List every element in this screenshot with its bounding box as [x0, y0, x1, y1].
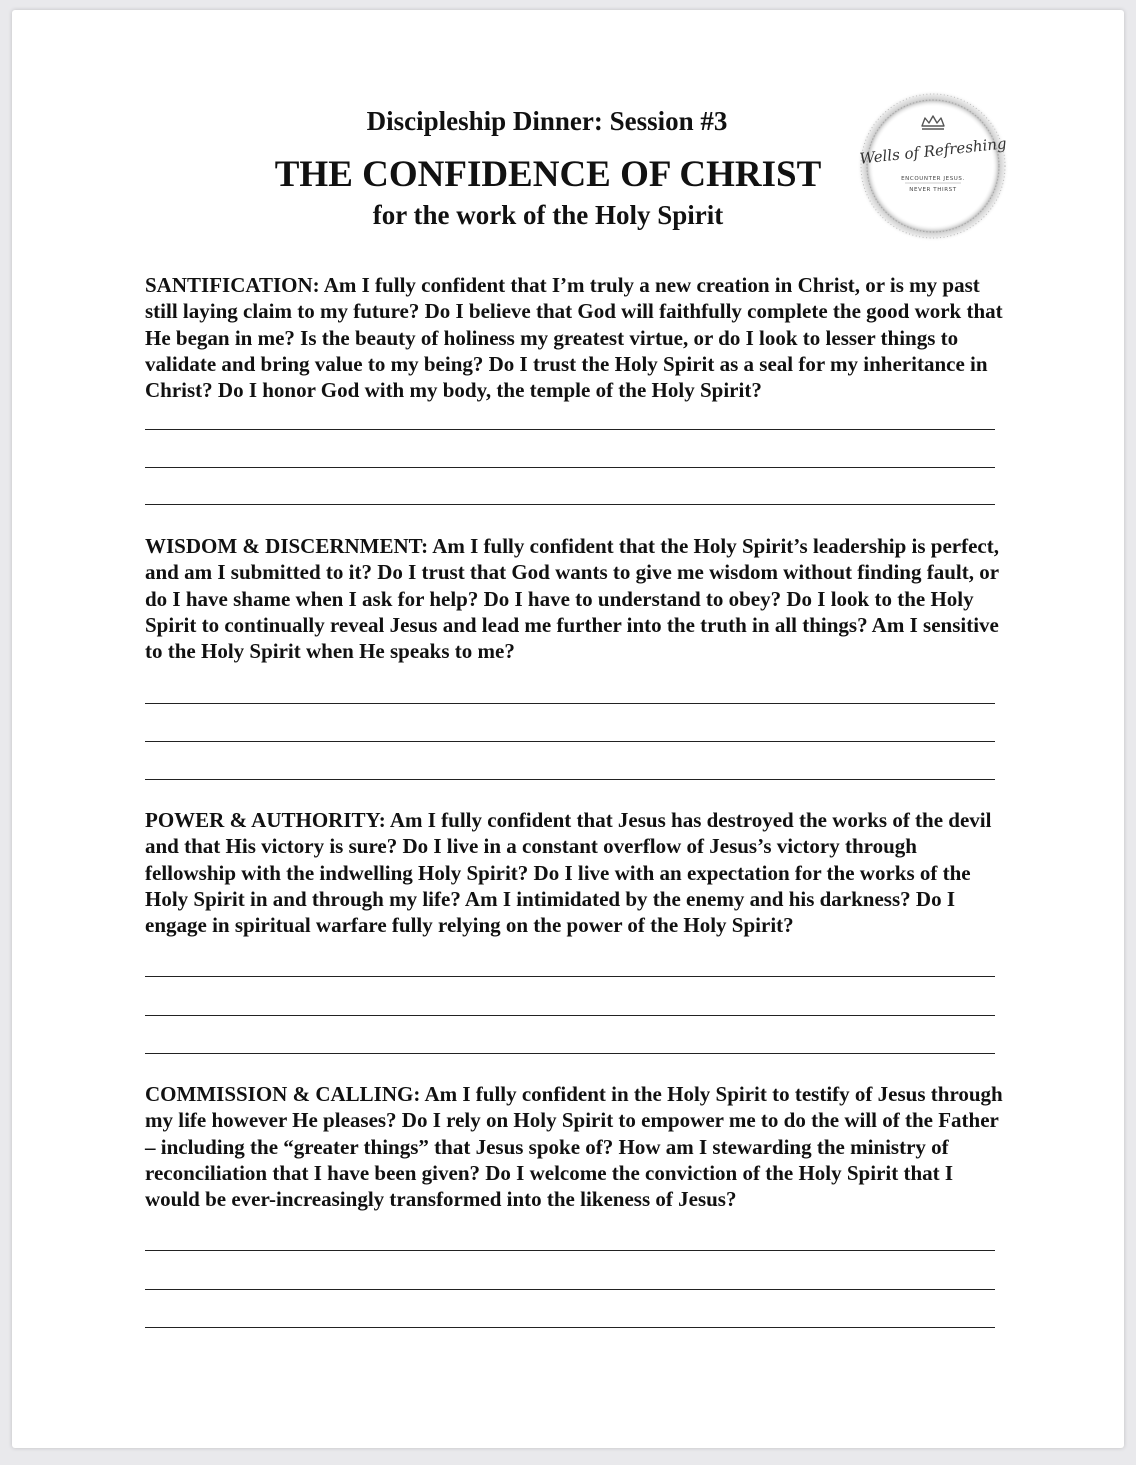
logo-ring: [855, 88, 1011, 244]
section-text: COMMISSION & CALLING: Am I fully confident in the Holy Spirit to testify of Jesus through my life however He pleases? Do I rely on Holy Spirit to empower me to do the will of the Father – including the “greater things” that Jesus spoke of? How am I stewarding the ministry of reconciliation that I have been given? Do I welcome the conviction of the Holy Spirit that I would be ever-increasingly transformed into the likeness of Jesus?: [145, 1082, 1003, 1212]
answer-line[interactable]: [145, 504, 995, 505]
answer-line[interactable]: [145, 1015, 995, 1016]
answer-line[interactable]: [145, 703, 995, 704]
section-wisdom-discernment: [145, 533, 1003, 664]
answer-line[interactable]: [145, 779, 995, 780]
page-title: THE CONFIDENCE OF CHRIST: [274, 154, 822, 195]
section-power-authority: [145, 807, 1003, 938]
section-text: SANTIFICATION: Am I fully confident that I’m truly a new creation in Christ, or is my past still laying claim to my future? Do I believe that God will faithfully complete the good work that He began in me? Is the beauty of holiness my greatest virtue, or do I look to lesser things to validate and bring value to my being? Do I trust the Holy Spirit as a seal for my inheritance in Christ? Do I honor God with my body, the temple of the Holy Spirit?: [145, 273, 1003, 403]
answer-line[interactable]: [145, 1289, 995, 1290]
section-sanctification: [145, 272, 1003, 403]
answer-line[interactable]: [145, 741, 995, 742]
answer-line[interactable]: [145, 467, 995, 468]
session-title: Discipleship Dinner: Session #3: [366, 106, 728, 136]
section-text: WISDOM & DISCERNMENT: Am I fully confident that the Holy Spirit’s leadership is perfect, and am I submitted to it? Do I trust that God wants to give me wisdom without finding fault, or do I have shame when I ask for help? Do I have to understand to obey? Do I look to the Holy Spirit to continually reveal Jesus and lead me further into the truth in all things? Am I sensitive to the Holy Spirit when He speaks to me?: [145, 534, 999, 664]
answer-line[interactable]: [145, 1327, 995, 1328]
logo-script-text: Wells of Refreshing: [858, 134, 1008, 168]
section-text: POWER & AUTHORITY: Am I fully confident that Jesus has destroyed the works of the devil and that His victory is sure? Do I live in a constant overflow of Jesus’s victory through fellowship with the indwelling Holy Spirit? Do I live with an expectation for the works of the Holy Spirit in and through my life? Am I intimidated by the enemy and his darkness? Do I engage in spiritual warfare fully relying on the power of the Holy Spirit?: [145, 808, 992, 938]
logo-tagline-2: NEVER THIRST: [909, 187, 957, 193]
answer-line[interactable]: [145, 1053, 995, 1054]
page-subtitle: for the work of the Holy Spirit: [372, 200, 724, 230]
section-commission-calling: [145, 1081, 1003, 1212]
answer-line[interactable]: [145, 1250, 995, 1251]
wells-of-refreshing-logo: [855, 88, 1011, 244]
logo-tagline-1: ENCOUNTER JESUS.: [901, 176, 965, 182]
answer-line[interactable]: [145, 976, 995, 977]
answer-line[interactable]: [145, 429, 995, 430]
